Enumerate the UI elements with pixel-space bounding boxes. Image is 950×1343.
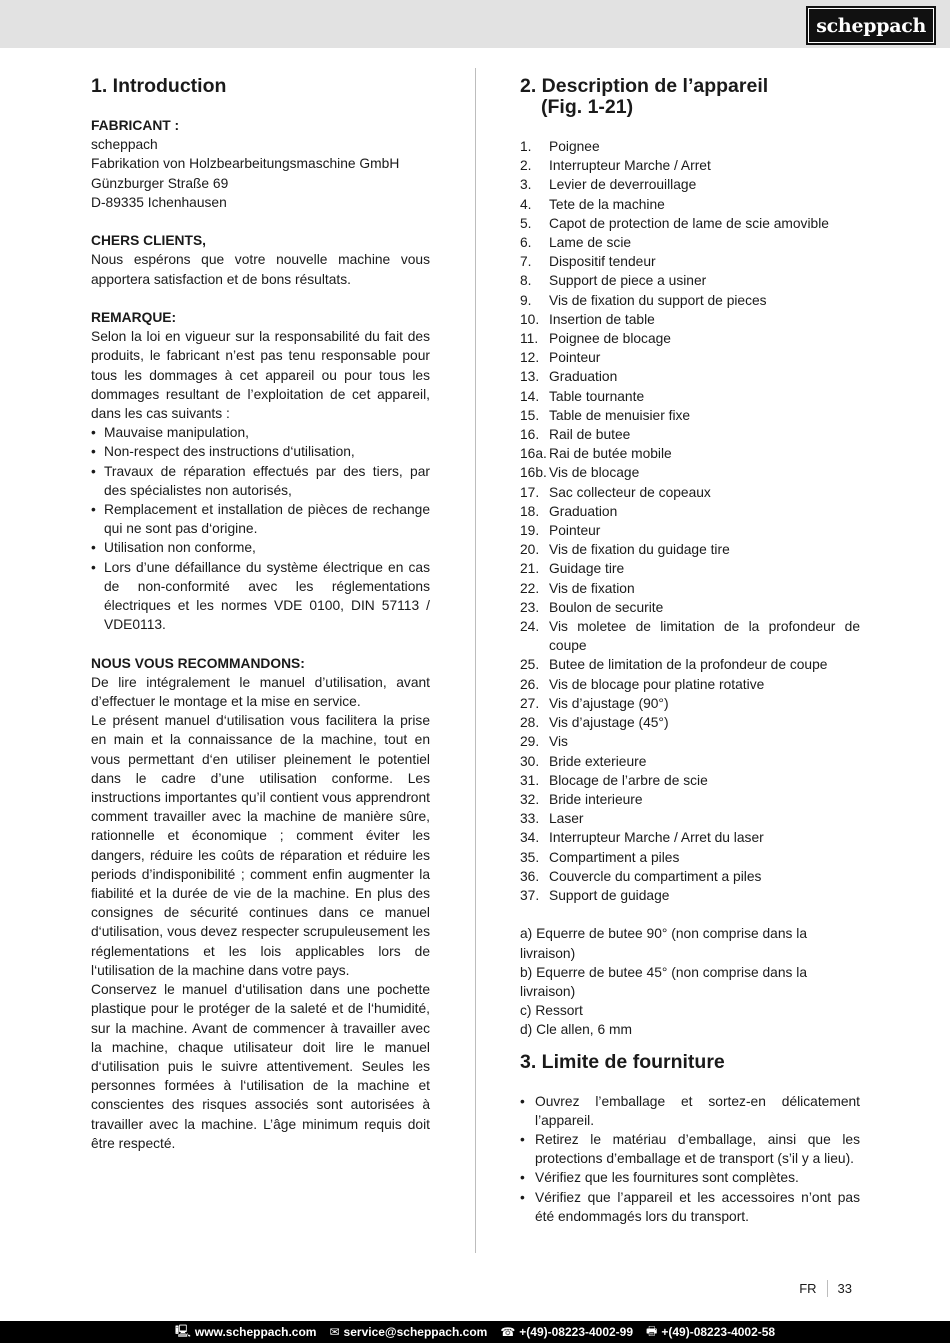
part-number: 25.	[520, 657, 540, 673]
part-item	[520, 156, 860, 175]
part-label: Interrupteur Marche / Arret	[549, 158, 711, 174]
part-number: 13.	[520, 369, 540, 385]
part-number: 20.	[520, 542, 540, 558]
part-label: Boulon de securite	[549, 599, 664, 615]
fax-item	[646, 1322, 775, 1343]
right-column	[520, 76, 860, 1226]
part-item	[520, 655, 860, 674]
part-number: 27.	[520, 695, 540, 711]
part-label: Butee de limitation de la profondeur de coupe	[549, 657, 828, 673]
mail-icon: ✉	[329, 1325, 340, 1339]
accessory-item: d) Cle allen, 6 mm	[520, 1022, 632, 1038]
part-number: 31.	[520, 772, 540, 788]
part-number: 16a.	[520, 446, 547, 462]
part-label: Support de piece a usiner	[549, 273, 707, 289]
part-label: Pointeur	[549, 350, 601, 366]
part-label: Vis de fixation du support de pieces	[549, 292, 767, 308]
remark-bullet: • Remplacement et installation de pièces de rechange qui ne sont pas d‘origine.	[91, 500, 430, 538]
supply-bullet: • Ouvrez l’emballage et sortez-en délicatement l’appareil.	[520, 1092, 860, 1130]
part-number: 9.	[520, 292, 532, 308]
part-number: 4.	[520, 196, 532, 212]
supply-bullet-list	[520, 1092, 860, 1226]
part-item	[520, 848, 860, 867]
part-item	[520, 540, 860, 559]
part-item	[520, 348, 860, 367]
part-item	[520, 406, 860, 425]
email-text: service@scheppach.com	[343, 1325, 488, 1339]
part-item	[520, 175, 860, 194]
part-item	[520, 367, 860, 386]
part-number: 26.	[520, 676, 540, 692]
column-divider	[475, 68, 476, 1253]
manufacturer-line: Fabrikation von Holzbearbeitungsmaschine GmbH	[91, 156, 400, 172]
part-number: 7.	[520, 254, 532, 270]
part-item	[520, 752, 860, 771]
part-label: Pointeur	[549, 523, 601, 539]
supply-bullet: • Vérifiez que les fournitures sont complètes.	[520, 1168, 860, 1187]
part-item	[520, 214, 860, 233]
part-number: 28.	[520, 715, 540, 731]
part-number: 24.	[520, 619, 540, 635]
part-number: 17.	[520, 484, 540, 500]
part-number: 6.	[520, 235, 532, 251]
part-item	[520, 483, 860, 502]
phone-icon: ☎	[500, 1325, 516, 1339]
part-number: 8.	[520, 273, 532, 289]
parts-list	[520, 137, 860, 905]
part-label: Couvercle du compartiment a piles	[549, 868, 762, 884]
header-bar	[0, 0, 950, 48]
part-item	[520, 137, 860, 156]
part-label: Vis de fixation	[549, 580, 635, 596]
part-item	[520, 444, 860, 463]
recommend-paragraph-3: Conservez le manuel d‘utilisation dans une pochette plastique pour le protéger de la saleté et de l‘humidité, sur la machine. Avant de commencer à travailler avec la machine, chaque utilisateur doit lire le manuel d‘utilisation puis le suivre attentivement. Seules les personnes formées à l‘utilisation de la machine et conscientes des risques associés sont autorisées à travailler avec la machine. L’âge minimum requis doit être respecté.	[91, 982, 430, 1151]
part-label: Graduation	[549, 369, 618, 385]
contact-bar	[0, 1321, 950, 1343]
recommend-label: NOUS VOUS RECOMMANDONS:	[91, 655, 305, 671]
part-label: Table tournante	[549, 388, 645, 404]
introduction-heading: 1. Introduction	[91, 75, 227, 97]
phone-item	[500, 1325, 633, 1339]
manufacturer-label: FABRICANT :	[91, 118, 180, 133]
part-label: Table de menuisier fixe	[549, 407, 691, 423]
part-number: 12.	[520, 350, 540, 366]
part-item	[520, 598, 860, 617]
part-label: Interrupteur Marche / Arret du laser	[549, 830, 764, 846]
part-item	[520, 271, 860, 290]
part-item	[520, 886, 860, 905]
part-label: Vis moletee de limitation de la profondeur de coupe	[549, 619, 860, 654]
part-label: Tete de la machine	[549, 196, 665, 212]
remark-bullet-list	[91, 423, 430, 634]
part-item	[520, 713, 860, 732]
remark-label: REMARQUE:	[91, 310, 177, 325]
part-item	[520, 828, 860, 847]
customers-text: Nous espérons que votre nouvelle machine vous apportera satisfaction et de bons résultats.	[91, 252, 430, 287]
supply-bullet: • Retirez le matériau d’emballage, ainsi que les protections d’emballage et de transport (s’il y a lieu).	[520, 1130, 860, 1168]
part-item	[520, 310, 860, 329]
accessory-item: a) Equerre de butee 90° (non comprise dans la livraison)	[520, 926, 807, 961]
remark-bullet: • Travaux de réparation effectués par des tiers, par des spécialistes non autorisés,	[91, 462, 430, 500]
part-item	[520, 425, 860, 444]
part-label: Bride exterieure	[549, 753, 647, 769]
page-footer	[799, 1280, 852, 1297]
part-label: Compartiment a piles	[549, 849, 680, 865]
part-label: Support de guidage	[549, 887, 670, 903]
part-number: 16.	[520, 427, 540, 443]
part-item	[520, 387, 860, 406]
part-item	[520, 675, 860, 694]
scheppach-logo: scheppach	[806, 6, 936, 45]
part-number: 22.	[520, 580, 540, 596]
part-label: Insertion de table	[549, 311, 655, 327]
supply-bullet: • Vérifiez que l’appareil et les accessoires n’ont pas été endommagés lors du transport.	[520, 1188, 860, 1226]
page-number: 33	[837, 1281, 852, 1296]
part-number: 19.	[520, 523, 540, 539]
left-column	[91, 76, 430, 1153]
recommend-paragraph-1: De lire intégralement le manuel d’utilisation, avant d’effectuer le montage et la mise en service.	[91, 674, 430, 710]
part-number: 3.	[520, 177, 532, 193]
part-number: 30.	[520, 753, 540, 769]
part-label: Vis d’ajustage (45°)	[549, 715, 669, 731]
remark-bullet: • Lors d’une défaillance du système électrique en cas de non-conformité avec les réglementations électriques et les normes VDE 0100, DIN 57113 / VDE0113.	[91, 558, 430, 635]
part-item	[520, 195, 860, 214]
remark-bullet: • Non-respect des instructions d‘utilisation,	[91, 442, 430, 461]
part-number: 18.	[520, 503, 540, 519]
part-label: Blocage de l’arbre de scie	[549, 772, 708, 788]
part-number: 11.	[520, 331, 539, 347]
computer-icon: 🖳	[174, 1323, 191, 1338]
remark-bullet: • Mauvaise manipulation,	[91, 423, 430, 442]
description-heading-line2: (Fig. 1-21)	[541, 96, 634, 118]
part-number: 33.	[520, 811, 540, 827]
part-item	[520, 521, 860, 540]
part-number: 29.	[520, 734, 540, 750]
part-label: Graduation	[549, 503, 618, 519]
part-label: Lame de scie	[549, 235, 632, 251]
part-item	[520, 732, 860, 751]
accessory-item: b) Equerre de butee 45° (non comprise dans la livraison)	[520, 964, 807, 999]
part-number: 37.	[520, 887, 540, 903]
part-label: Rai de butée mobile	[549, 446, 672, 462]
part-number: 15.	[520, 407, 540, 423]
website-item[interactable]	[175, 1322, 317, 1343]
customers-label: CHERS CLIENTS,	[91, 233, 206, 249]
part-label: Levier de deverrouillage	[549, 177, 697, 193]
description-heading	[520, 76, 860, 118]
part-item	[520, 291, 860, 310]
part-item	[520, 463, 860, 482]
manufacturer-address	[91, 135, 430, 212]
description-heading-line1: 2. Description de l’appareil	[520, 75, 769, 97]
part-item	[520, 502, 860, 521]
accessories-list	[520, 924, 860, 1039]
part-label: Rail de butee	[549, 427, 631, 443]
part-number: 32.	[520, 791, 540, 807]
part-number: 34.	[520, 830, 540, 846]
part-label: Vis de blocage pour platine rotative	[549, 676, 765, 692]
part-item	[520, 252, 860, 271]
part-label: Guidage tire	[549, 561, 625, 577]
part-number: 10.	[520, 311, 540, 327]
phone-text: +(49)-08223-4002-99	[519, 1325, 634, 1339]
fax-icon: 🖶	[646, 1323, 658, 1338]
part-label: Vis d’ajustage (90°)	[549, 695, 669, 711]
part-number: 36.	[520, 868, 540, 884]
part-item	[520, 579, 860, 598]
supply-heading: 3. Limite de fourniture	[520, 1050, 725, 1073]
email-item[interactable]	[329, 1325, 487, 1339]
part-item	[520, 617, 860, 655]
part-number: 1.	[520, 139, 532, 154]
part-label: Bride interieure	[549, 791, 643, 807]
part-item	[520, 559, 860, 578]
part-label: Poignee	[549, 139, 600, 154]
part-item	[520, 329, 860, 348]
manufacturer-line: D-89335 Ichenhausen	[91, 194, 227, 210]
part-item	[520, 790, 860, 809]
part-number: 14.	[520, 388, 540, 404]
part-number: 23.	[520, 599, 540, 615]
part-item	[520, 694, 860, 713]
part-number: 16b.	[520, 465, 547, 481]
part-label: Sac collecteur de copeaux	[549, 484, 711, 500]
part-item	[520, 771, 860, 790]
fax-text: +(49)-08223-4002-58	[661, 1325, 776, 1339]
part-number: 35.	[520, 849, 540, 865]
part-label: Poignee de blocage	[549, 331, 671, 347]
manufacturer-line: scheppach	[91, 137, 158, 153]
part-number: 5.	[520, 215, 532, 231]
part-item	[520, 867, 860, 886]
part-label: Dispositif tendeur	[549, 254, 656, 270]
part-number: 21.	[520, 561, 540, 577]
recommend-paragraph-2: Le présent manuel d‘utilisation vous facilitera la prise en main et la connaissance de la machine, tout en vous permettant d‘en utiliser pleinement le potentiel dans le cadre d’une utilisation conforme. Les instructions importantes qu’il contient vous apprendront comment travailler avec la machine de manière sûre, rationnelle et économique ; comment éviter les dangers, réduire les coûts de réparation et réduire les periods d’indisponibilité ; comment enfin augmenter la fiabilité et la durée de vie de la machine. En plus des consignes de sécurité continues dans ce manuel d‘utilisation, vous devez respecter scrupuleusement les réglementations et les lois applicables lors de l‘utilisation de la machine dans votre pays.	[91, 713, 430, 978]
part-label: Capot de protection de lame de scie amovible	[549, 215, 829, 231]
remark-bullet: • Utilisation non conforme,	[91, 538, 430, 557]
part-item	[520, 809, 860, 828]
language-code: FR	[799, 1280, 827, 1297]
manufacturer-line: Günzburger Straße 69	[91, 175, 229, 191]
part-label: Vis	[549, 734, 568, 750]
part-item	[520, 233, 860, 252]
part-label: Vis de fixation du guidage tire	[549, 542, 730, 558]
part-label: Laser	[549, 811, 584, 827]
part-number: 2.	[520, 158, 532, 174]
remark-text: Selon la loi en vigueur sur la responsabilité du fait des produits, le fabricant n’est pas tenu responsable pour tous les dommages à cet appareil ou pour tous les dommages resultant de l’exploitation de cet appareil, dans les cas suivants :	[91, 329, 430, 422]
website-text: www.scheppach.com	[194, 1325, 317, 1339]
accessory-item: c) Ressort	[520, 1003, 583, 1019]
part-label: Vis de blocage	[549, 465, 640, 481]
